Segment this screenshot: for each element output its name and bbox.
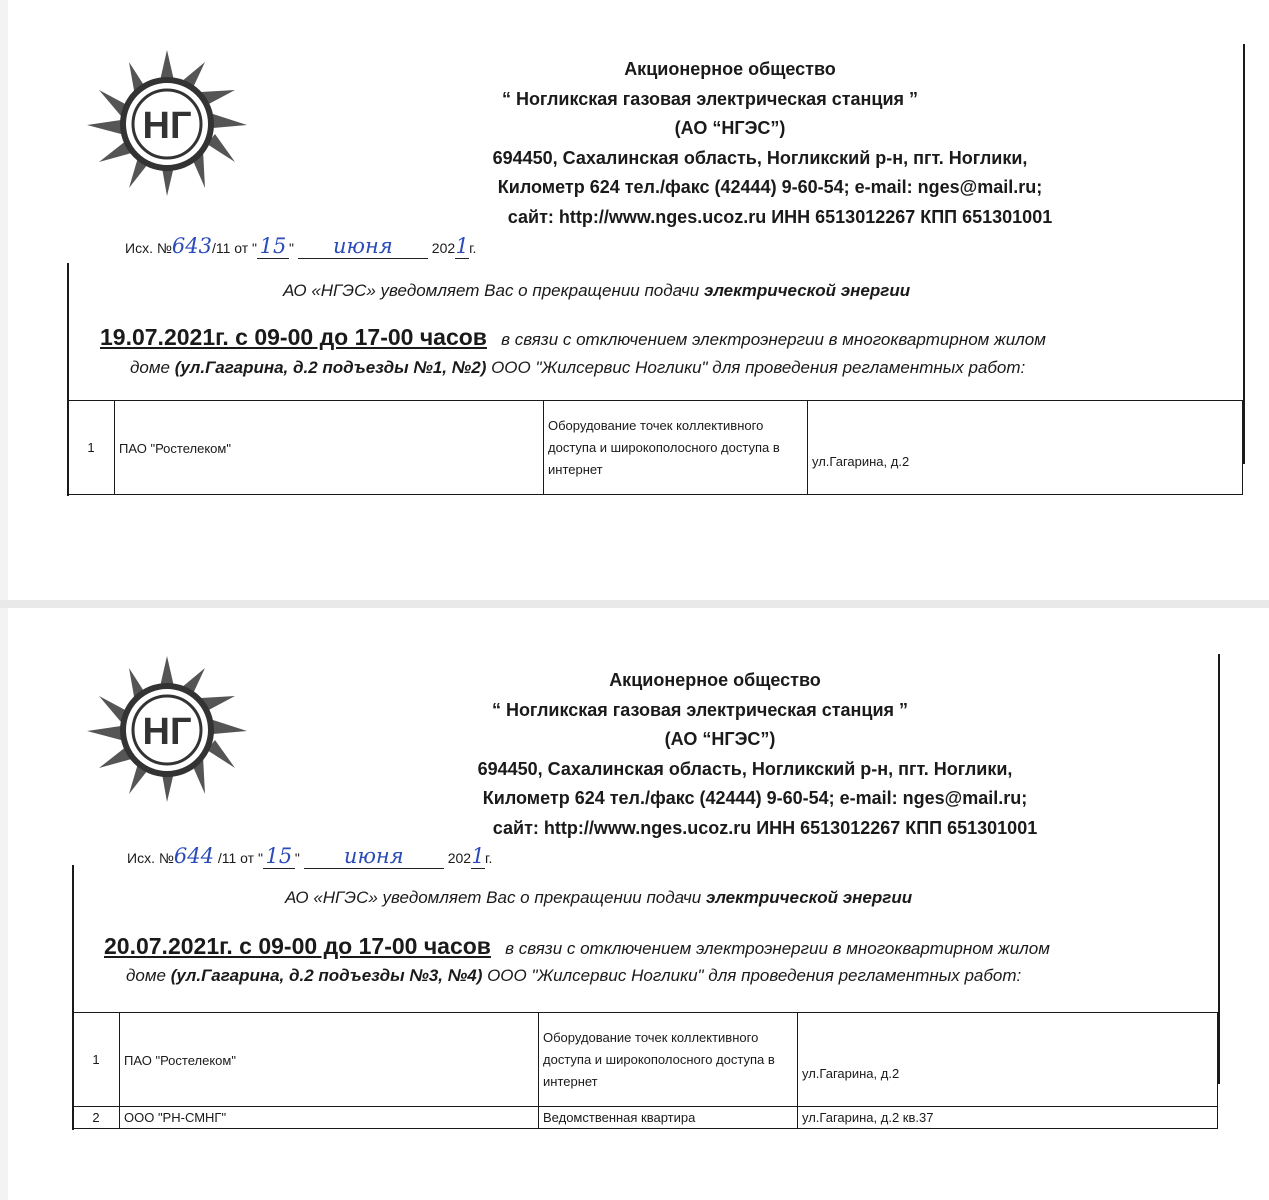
org-name: “ Ногликская газовая электрическая станция ” xyxy=(491,699,909,720)
outgoing-year-digit: 1 xyxy=(471,844,485,868)
schedule-line-2: доме (ул.Гагарина, д.2 подъезды №1, №2) ООО "Жилсервис Ноглики" для проведения регламентных работ: xyxy=(130,358,1026,377)
row-number: 1 xyxy=(73,1013,120,1107)
org-contacts: Километр 624 тел./факс (42444) 9-60-54; e-mail: nges@mail.ru; xyxy=(497,177,1043,197)
row-object: Ведомственная квартира xyxy=(539,1107,798,1129)
row-number: 2 xyxy=(73,1107,120,1129)
outage-location: (ул.Гагарина, д.2 подъезды №3, №4) xyxy=(170,966,483,985)
frame-right-line xyxy=(1243,44,1245,464)
ngs-sun-logo-icon xyxy=(75,40,260,200)
org-address: 694450, Сахалинская область, Ногликский р-н, пгт. Ноглики, xyxy=(492,147,1028,168)
outgoing-number-line: Исх. №644 /11 от " 15 " июня 2021г. xyxy=(127,844,493,868)
org-type: Акционерное общество xyxy=(609,670,821,690)
ngs-sun-logo-icon xyxy=(75,646,260,806)
svg-text:НГ: НГ xyxy=(142,105,192,147)
org-site-tax-ids: сайт: http://www.nges.ucoz.ru ИНН 6513012267 КПП 651301001 xyxy=(507,206,1053,227)
letterhead xyxy=(400,55,1160,232)
consumers-table xyxy=(67,400,1243,495)
outage-date-time: 19.07.2021г. с 09-00 до 17-00 часов xyxy=(100,324,487,350)
row-object: Оборудование точек коллективного доступа и широкополосного доступа в интернет xyxy=(544,401,808,495)
consumers-table xyxy=(72,1012,1218,1129)
org-short-name: (АО “НГЭС”) xyxy=(674,118,786,138)
org-contacts: Километр 624 тел./факс (42444) 9-60-54; e-mail: nges@mail.ru; xyxy=(482,788,1028,808)
org-short-name: (АО “НГЭС”) xyxy=(664,729,776,749)
scan-edge xyxy=(0,0,8,600)
outage-location: (ул.Гагарина, д.2 подъезды №1, №2) xyxy=(174,358,487,377)
row-address: ул.Гагарина, д.2 xyxy=(808,401,1243,495)
org-address: 694450, Сахалинская область, Ногликский р-н, пгт. Ноглики, xyxy=(477,758,1013,779)
outgoing-month: июня xyxy=(333,234,393,258)
schedule-line-2: доме (ул.Гагарина, д.2 подъезды №3, №4) ООО "Жилсервис Ноглики" для проведения регламентных работ: xyxy=(126,966,1022,985)
org-site-tax-ids: сайт: http://www.nges.ucoz.ru ИНН 6513012267 КПП 651301001 xyxy=(492,817,1038,838)
notice-line: АО «НГЭС» уведомляет Вас о прекращении подачи электрической энергии xyxy=(283,281,911,300)
frame-right-line xyxy=(1218,654,1220,1084)
row-organization: ПАО "Ростелеком" xyxy=(115,401,544,495)
letter-page-2 xyxy=(0,608,1269,1200)
outage-reason: в связи с отключением электроэнергии в многоквартирном жилом xyxy=(505,939,1050,958)
org-type: Акционерное общество xyxy=(624,59,836,79)
row-organization: ООО "РН-СМНГ" xyxy=(120,1107,539,1129)
outgoing-month: июня xyxy=(343,844,404,868)
outgoing-year-digit: 1 xyxy=(455,234,469,258)
page-separator xyxy=(0,600,1269,608)
outgoing-number: 644 xyxy=(173,844,214,868)
outgoing-number: 643 xyxy=(171,234,212,258)
scan-edge xyxy=(0,608,8,1200)
outgoing-number-line: Исх. №643/11 от " 15 " июня 2021г. xyxy=(125,234,477,258)
svg-text:НГ: НГ xyxy=(142,711,192,753)
outgoing-day: 15 xyxy=(259,234,287,258)
row-object: Оборудование точек коллективного доступа и широкополосного доступа в интернет xyxy=(539,1013,798,1107)
outage-reason: в связи с отключением электроэнергии в многоквартирном жилом xyxy=(501,330,1046,349)
outage-date-time: 20.07.2021г. с 09-00 до 17-00 часов xyxy=(104,933,491,959)
org-name: “ Ногликская газовая электрическая станция ” xyxy=(501,88,919,109)
schedule-line-1 xyxy=(100,324,1046,351)
notice-line: АО «НГЭС» уведомляет Вас о прекращении подачи электрической энергии xyxy=(285,888,913,907)
row-organization: ПАО "Ростелеком" xyxy=(120,1013,539,1107)
row-address: ул.Гагарина, д.2 кв.37 xyxy=(798,1107,1218,1129)
table-row xyxy=(73,1107,1218,1129)
outgoing-day: 15 xyxy=(265,844,293,868)
row-number: 1 xyxy=(68,401,115,495)
table-row xyxy=(73,1013,1218,1107)
row-address: ул.Гагарина, д.2 xyxy=(798,1013,1218,1107)
notice-bold: электрической энергии xyxy=(703,281,911,300)
table-row xyxy=(68,401,1243,495)
notice-bold: электрической энергии xyxy=(705,888,913,907)
schedule-line-1 xyxy=(104,933,1050,960)
letterhead xyxy=(390,666,1150,843)
